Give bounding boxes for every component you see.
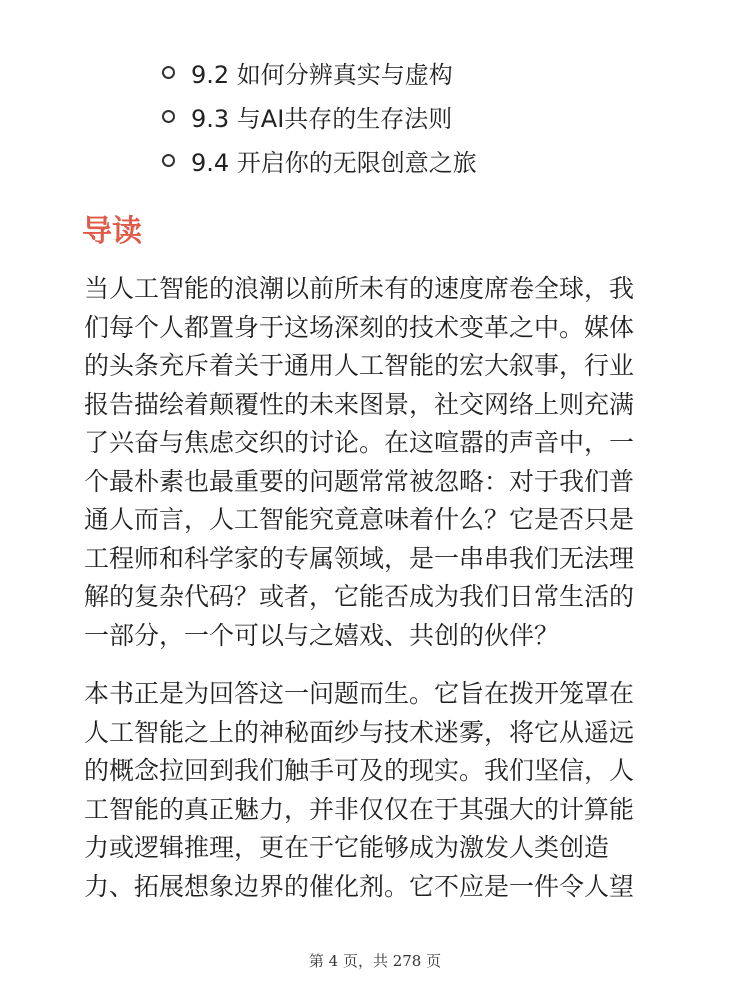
paragraph-line: 报告描绘着颠覆性的未来图景，社交网络上则充满 <box>84 389 635 419</box>
paragraph-line: 人工智能之上的神秘面纱与技术迷雾，将它从遥远 <box>84 717 635 747</box>
toc-item-label: 9.4 开启你的无限创意之旅 <box>191 148 477 177</box>
toc-item[interactable] <box>162 138 477 182</box>
paragraph-line: 本书正是为回答这一问题而生。它旨在拨开笼罩在 <box>84 679 635 708</box>
hollow-circle-bullet-icon <box>162 110 175 123</box>
toc-item[interactable] <box>162 94 477 138</box>
page-number-footer: 第 4 页，共 278 页 <box>308 952 442 970</box>
paragraph-line: 解的复杂代码？或者，它能否成为我们日常生活的 <box>84 582 635 611</box>
toc-item-label: 9.3 与AI共存的生存法则 <box>191 104 453 133</box>
body-paragraph <box>84 270 668 655</box>
section-heading: 导读 <box>82 214 142 249</box>
paragraph-line: 一部分，一个可以与之嬉戏、共创的伙伴？ <box>84 620 560 650</box>
paragraph-line: 当人工智能的浪潮以前所未有的速度席卷全球，我 <box>84 274 635 303</box>
paragraph-line: 个最朴素也最重要的问题常常被忽略：对于我们普 <box>84 466 635 496</box>
toc-item-label: 9.2 如何分辨真实与虚构 <box>191 60 453 89</box>
paragraph-line: 工智能的真正魅力，并非仅仅在于其强大的计算能 <box>84 794 635 824</box>
hollow-circle-bullet-icon <box>162 66 175 79</box>
table-of-contents-list <box>162 50 477 182</box>
hollow-circle-bullet-icon <box>162 154 175 167</box>
paragraph-line: 力、拓展想象边界的催化剂。它不应是一件令人望 <box>84 871 635 901</box>
toc-item[interactable] <box>162 50 477 94</box>
paragraph-line: 们每个人都置身于这场深刻的技术变革之中。媒体 <box>84 312 635 342</box>
body-paragraph <box>84 675 668 906</box>
paragraph-line: 了兴奋与焦虑交织的讨论。在这喧嚣的声音中，一 <box>84 428 635 457</box>
paragraph-line: 通人而言，人工智能究竟意味着什么？它是否只是 <box>84 505 635 534</box>
paragraph-line: 力或逻辑推理，更在于它能够成为激发人类创造 <box>84 833 610 862</box>
paragraph-line: 的概念拉回到我们触手可及的现实。我们坚信，人 <box>84 756 635 785</box>
paragraph-line: 的头条充斥着关于通用人工智能的宏大叙事，行业 <box>84 351 635 380</box>
paragraph-line: 工程师和科学家的专属领域，是一串串我们无法理 <box>84 543 635 573</box>
